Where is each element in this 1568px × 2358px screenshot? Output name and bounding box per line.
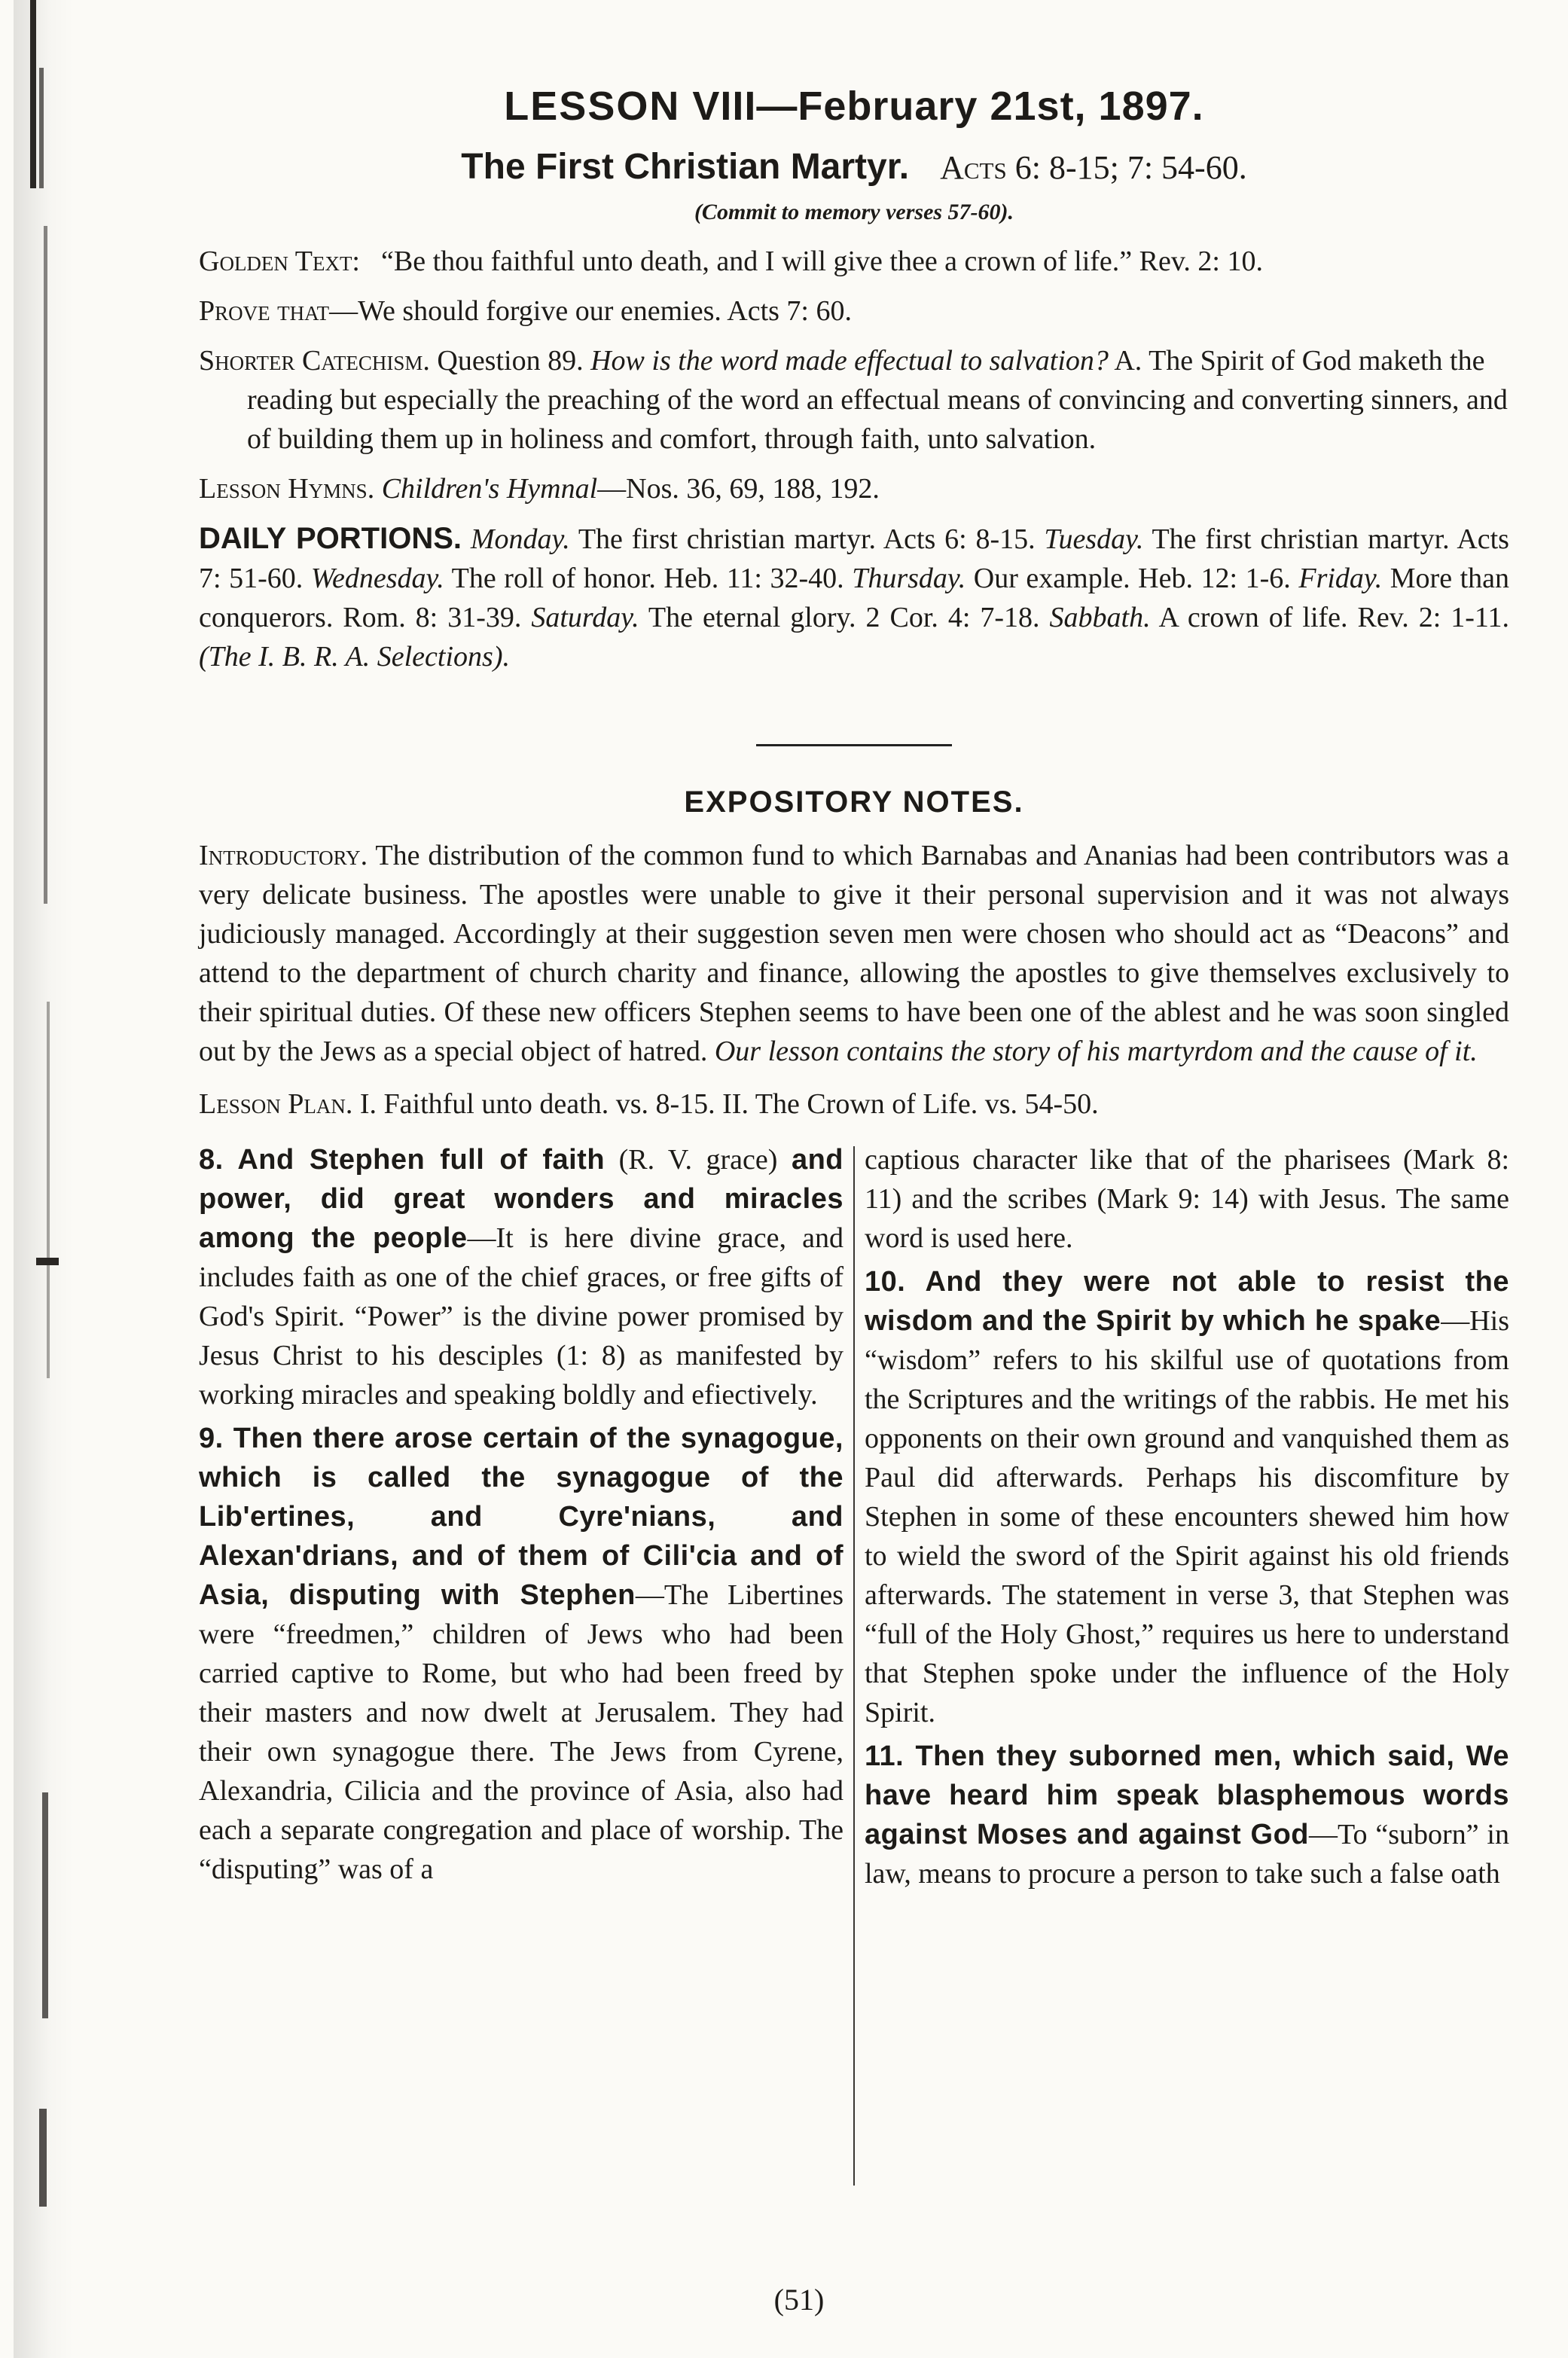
column-divider	[853, 1146, 855, 2186]
prove-that-body: —We should forgive our enemies. Acts 7: 60.	[329, 295, 852, 327]
prove-that-label: Prove that	[199, 295, 330, 327]
lesson-plan-label: Lesson Plan.	[199, 1088, 353, 1120]
golden-text	[199, 242, 1509, 281]
verse-commentary: —It is here divine grace, and includes faith as one of the chief graces, or free gifts of God's Spirit. “Power” is the divine power promised by Jesus Christ to his desciples (1: 8) as manifested by working miracles and speaking boldly and efiectively.	[199, 1222, 843, 1411]
catechism-question-text: How is the word made effectual to salvation?	[590, 345, 1109, 377]
introductory-label: Introductory.	[199, 840, 368, 871]
right-column	[865, 1140, 1509, 1898]
verse-note	[865, 1737, 1509, 1893]
lesson-plan-text: I. Faithful unto death. vs. 8-15. II. The Crown of Life. vs. 54-50.	[359, 1088, 1099, 1120]
subtitle-line	[199, 146, 1509, 188]
expository-title: EXPOSITORY NOTES.	[684, 785, 1024, 819]
day-reading: More than conquerors. Rom. 8: 31-39.	[199, 563, 1510, 633]
left-column	[199, 1140, 843, 1893]
verse-heading: 10. And they were not able to resist the wisdom and the Spirit by which he spake	[865, 1266, 1509, 1337]
day-name: Saturday.	[531, 602, 639, 633]
verse-heading: 8. And Stephen full of faith	[199, 1144, 606, 1176]
lesson-word: LESSON	[504, 84, 681, 129]
verse-note	[199, 1419, 843, 1889]
scripture-reference: Acts 6: 8-15; 7: 54-60.	[940, 149, 1247, 186]
page-number: (51)	[773, 2283, 825, 2317]
golden-text-label: Golden Text:	[199, 246, 360, 277]
verse-note-continued: captious character like that of the pharisees (Mark 8: 11) and the scribes (Mark 9: 14) with Jesus. The same word is used here.	[865, 1144, 1509, 1254]
shorter-catechism	[199, 341, 1509, 459]
verse-heading: 9. Then there arose certain of the synagogue, which is called the synagogue of the Lib'ertines, and Cyre'nians, and Alexan'drians, and of them of Cili'cia and of Asia, disputing with Stephen	[199, 1423, 843, 1611]
day-name: Monday.	[470, 523, 570, 555]
selections-source: (The I. B. R. A. Selections).	[199, 641, 510, 673]
lesson-title	[199, 83, 1509, 130]
section-divider	[756, 744, 952, 746]
commit-note: (Commit to memory verses 57-60).	[694, 200, 1014, 224]
catechism-question: Question 89.	[437, 345, 584, 377]
day-reading: The roll of honor. Heb. 11: 32-40.	[451, 563, 844, 594]
lesson-plan	[199, 1084, 1509, 1124]
prove-that	[199, 291, 1509, 331]
day-name: Friday.	[1298, 563, 1383, 594]
lesson-hymns	[199, 469, 1509, 508]
verse-commentary: —His “wisdom” refers to his skilful use of quotations from the Scriptures and the writings of the rabbis. He met his opponents on their own ground and vanquished them as Paul did afterwards. Perhaps his discomfiture by Stephen in some of these encounters shewed him how to wield the sword of the Spirit against his old friends afterwards. The statement in verse 3, that Stephen was “full of the Holy Ghost,” requires us here to understand that Stephen spoke under the influence of the Holy Spirit.	[865, 1305, 1509, 1728]
golden-text-body: “Be thou faithful unto death, and I will give thee a crown of life.” Rev. 2: 10.	[381, 246, 1263, 277]
day-reading: The first christian martyr. Acts 6: 8-15.	[578, 523, 1036, 555]
day-name: Tuesday.	[1044, 523, 1144, 555]
daily-portions	[199, 519, 1509, 676]
day-name: Wednesday.	[310, 563, 444, 594]
verse-inline: (R. V. grace)	[605, 1144, 792, 1176]
verse-heading: 11. Then they suborned men, which said, We have heard him speak blasphemous words against Moses and against God	[865, 1740, 1509, 1850]
catechism-answer: A. The Spirit of God maketh the reading but especially the preaching of the word an effectual means of convincing and converting sinners, and of building them up in holiness and comfort, through faith, unto salvation.	[247, 345, 1508, 455]
page-content	[199, 83, 1509, 2195]
hymns-book: Children's Hymnal	[381, 473, 598, 505]
verse-note	[865, 1262, 1509, 1732]
day-reading: A crown of life. Rev. 2: 1-11.	[1158, 602, 1510, 633]
day-name: Thursday.	[852, 563, 966, 594]
verse-commentary: —To “suborn” in law, means to procure a person to take such a false oath	[865, 1819, 1509, 1890]
day-reading: The eternal glory. 2 Cor. 4: 7-18.	[648, 602, 1040, 633]
hymns-label: Lesson Hymns.	[199, 473, 375, 505]
verse-note	[199, 1140, 843, 1414]
verse-heading-continued: and power, did great wonders and miracles among the people	[199, 1144, 843, 1254]
lesson-date: VIII—February 21st, 1897.	[692, 84, 1204, 129]
introductory-paragraph	[199, 836, 1509, 1071]
binding-shadow	[14, 0, 74, 2358]
daily-portions-label: DAILY PORTIONS.	[199, 522, 462, 555]
day-name: Sabbath.	[1049, 602, 1151, 633]
two-column-notes	[199, 1140, 1509, 2195]
catechism-label: Shorter Catechism.	[199, 345, 430, 377]
lesson-subtitle: The First Christian Martyr.	[461, 147, 910, 187]
day-reading: The first christian martyr. Acts 7: 51-60.	[199, 523, 1509, 594]
introductory-text: The distribution of the common fund to which Barnabas and Ananias had been contributors was a very delicate business. The apostles were unable to give it their personal supervision and it was not always judiciously managed. Accordingly at their suggestion seven men were chosen who should act as “Deacons” and attend to the department of church charity and finance, allowing the apostles to give themselves exclusively to their spiritual duties. Of these new officers Stephen seems to have been one of the ablest and he was soon singled out by the Jews as a special object of hatred.	[199, 840, 1509, 1067]
hymns-numbers: —Nos. 36, 69, 188, 192.	[597, 473, 880, 505]
day-reading: Our example. Heb. 12: 1-6.	[973, 563, 1291, 594]
introductory-italic: Our lesson contains the story of his martyrdom and the cause of it.	[714, 1036, 1478, 1067]
verse-commentary: —The Libertines were “freedmen,” children of Jews who had been carried captive to Rome, but who had been freed by their masters and now dwelt at Jerusalem. They had their own synagogue there. The Jews from Cyrene, Alexandria, Cilicia and the province of Asia, also had each a separate congregation and place of worship. The “disputing” was of a	[199, 1579, 843, 1885]
